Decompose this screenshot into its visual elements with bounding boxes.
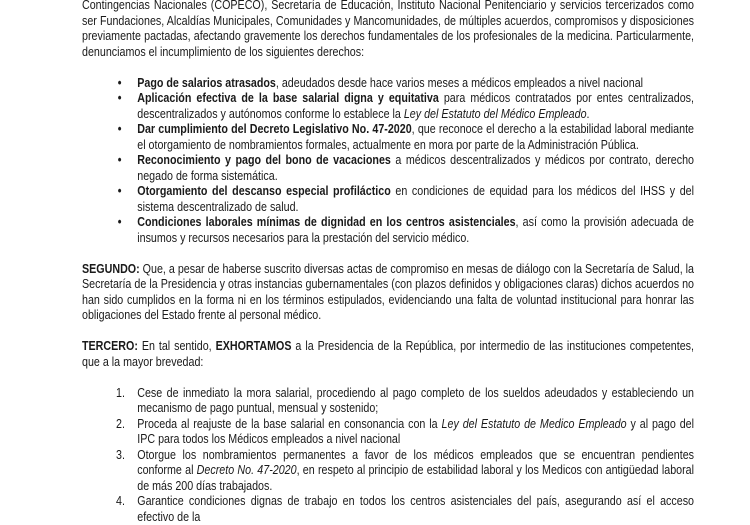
tercero-text-2: a la Presidencia de la República, por intermedio de las instituciones competentes, que a la mayor brevedad:: [82, 339, 694, 369]
segundo-text: Que, a pesar de haberse suscrito diversas actas de compromiso en mesas de diálogo con la Secretaría de Salud, la Secretaría de la Presidencia y otras instancias gubernamentales (con plazos definidos y obligaciones claras) dichos acuerdos no han sido cumplidos en la forma ni en los términos estipulados, evidenciando una falta de voluntad institucional para honrar las obligaciones del Estado frente al personal médico.: [82, 262, 694, 323]
item-text: Otorgue los nombramientos permanentes a favor de los médicos empleados que se encuentran pendientes conforme al: [137, 448, 694, 478]
bullet-text: , así como la provisión adecuada de insumos y recursos necesarios para la prestación del servicio médico.: [137, 215, 694, 245]
item-text: Cese de inmediato la mora salarial, procediendo al pago completo de los sueldos adeudados y estableciendo un mecanismo de pago puntual, mensual y sostenido;: [137, 386, 694, 416]
bullet-bold-text: Aplicación efectiva de la base salarial digna y equitativa: [137, 91, 439, 105]
bullet-bold-text: Dar cumplimiento del Decreto Legislativo No. 47-2020: [137, 122, 411, 136]
bullet-icon: •: [118, 122, 122, 138]
tercero-paragraph: [82, 339, 694, 370]
bullet-bold-text: Pago de salarios atrasados: [137, 76, 276, 90]
list-item: [82, 417, 694, 448]
item-number: 3.: [116, 448, 125, 464]
list-item: [82, 448, 694, 495]
bullet-icon: •: [118, 91, 122, 107]
bullet-italic-text: Ley del Estatuto del Médico Empleado: [404, 107, 587, 121]
bullet-bold-text: Condiciones laborales mínimas de dignidad en los centros asistenciales: [137, 215, 515, 229]
item-italic-text: Ley del Estatuto de Medico Empleado: [442, 417, 627, 431]
item-number: 2.: [116, 417, 125, 433]
intro-paragraph: Contingencias Nacionales (COPECO), Secretaría de Educación, Instituto Nacional Penitenciario y servicios tercerizados como ser Fundaciones, Alcaldías Municipales, Comunidades y Mancomunidades, de múltiples acuerdos, compromisos y disposiciones previamente pactadas, afectando gravemente los derechos fundamentales de los profesionales de la medicina. Particularmente, denunciamos el incumplimiento de los siguientes derechos:: [82, 0, 694, 60]
bullet-icon: •: [118, 184, 122, 200]
demands-list: [82, 386, 694, 525]
tercero-text: En tal sentido,: [138, 339, 216, 353]
list-item: [82, 386, 694, 417]
segundo-label: SEGUNDO:: [82, 262, 140, 276]
bullet-bold-text: Otorgamiento del descanso especial profiláctico: [137, 184, 390, 198]
item-italic-text: Decreto No. 47-2020: [197, 463, 297, 477]
bullet-text: para médicos contratados por entes centralizados, descentralizados y autónomos conforme lo establece la: [137, 91, 694, 121]
item-text: Proceda al reajuste de la base salarial en consonancia con la: [137, 417, 441, 431]
bullet-icon: •: [118, 215, 122, 231]
list-item: [82, 76, 694, 92]
segundo-paragraph: [82, 262, 694, 324]
item-text-end: y al pago del IPC para todos los Médicos empleados a nivel nacional: [137, 417, 694, 447]
bullet-text: , adeudados desde hace varios meses a médicos empleados a nivel nacional: [276, 76, 643, 90]
bullet-text: a médicos descentralizados y médicos por contrato, derecho negado de forma sistemática.: [137, 153, 694, 183]
bullet-text-end: .: [587, 107, 590, 121]
tercero-label: TERCERO:: [82, 339, 138, 353]
exhortamos-text: EXHORTAMOS: [216, 339, 292, 353]
item-text-end: , en respeto al principio de estabilidad laboral y los Medicos con antigüedad laboral de más 200 días trabajados.: [137, 463, 694, 493]
list-item: [82, 122, 694, 153]
list-item: [82, 184, 694, 215]
item-number: 1.: [116, 386, 125, 402]
item-number: 4.: [116, 494, 125, 510]
bullet-text: , que reconoce el derecho a la estabilidad laboral mediante el otorgamiento de nombramientos formales, actualmente en mora por parte de la Administración Pública.: [137, 122, 694, 152]
bullet-icon: •: [118, 76, 122, 92]
document-page: [82, 0, 694, 525]
list-item: [82, 91, 694, 122]
item-text: Garantice condiciones dignas de trabajo en todos los centros asistenciales del país, asegurando así el acceso efectivo de la: [137, 494, 694, 524]
bullet-icon: •: [118, 153, 122, 169]
rights-list: [82, 76, 694, 247]
bullet-bold-text: Reconocimiento y pago del bono de vacaciones: [137, 153, 391, 167]
list-item: [82, 153, 694, 184]
list-item: [82, 215, 694, 246]
bullet-text: en condiciones de equidad para los médicos del IHSS y del sistema descentralizado de salud.: [137, 184, 694, 214]
list-item: [82, 494, 694, 525]
